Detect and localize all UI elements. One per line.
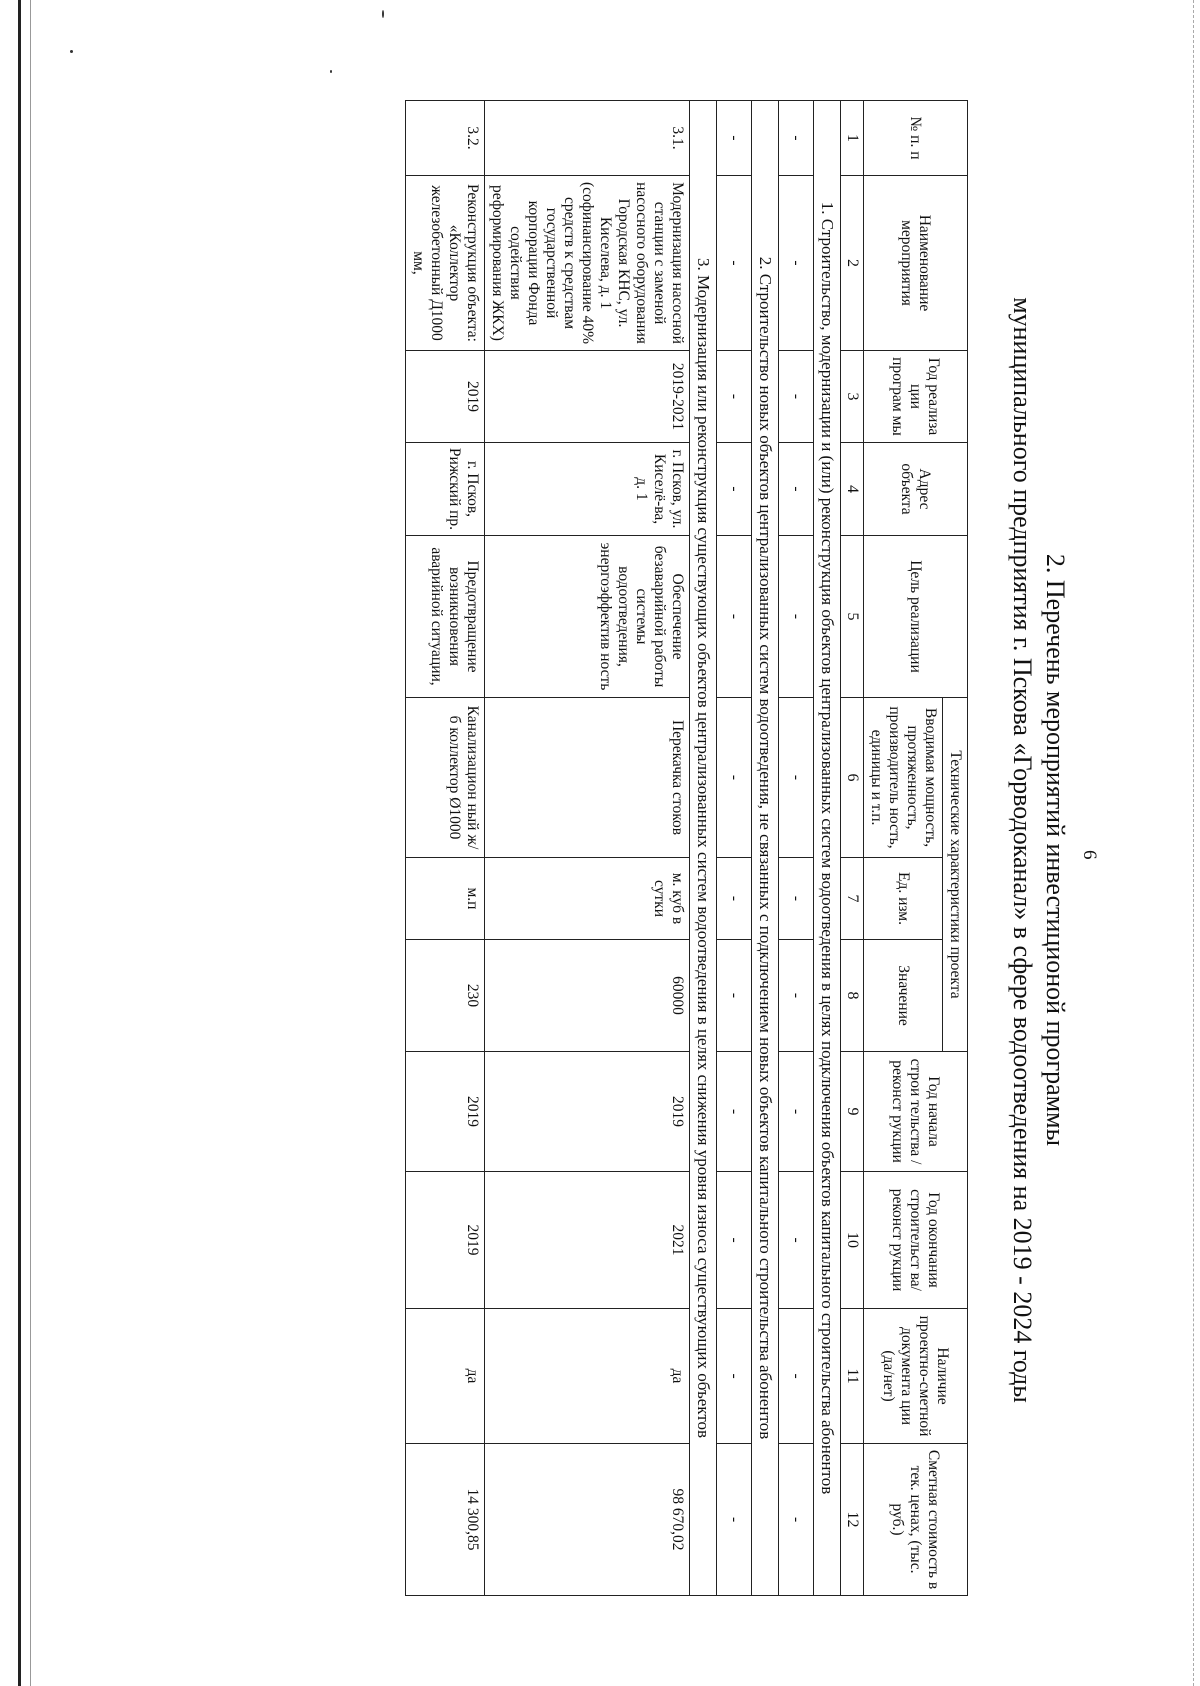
- header-name: Наименование мероприятия: [864, 176, 968, 351]
- section-3-row: [690, 101, 717, 1596]
- row-unit: м. куб в сутки: [485, 858, 690, 940]
- row-value: 60000: [485, 940, 690, 1052]
- dash-cell: -: [717, 1309, 752, 1444]
- dash-cell: -: [779, 1444, 814, 1596]
- section-2-row: [752, 101, 779, 1596]
- col-number: 10: [841, 1172, 864, 1309]
- title-line-2: муниципального предприятия г. Пскова «Горводоканал» в сфере водоотведения на 2019 - 2024 годы: [1008, 297, 1037, 1403]
- row-capacity: Канализацион ный ж/б коллектор Ø1000: [406, 698, 485, 858]
- row-start: 2019: [406, 1052, 485, 1172]
- dash-cell: -: [779, 176, 814, 351]
- row-goal: Обеспечение безаварийной работы системы водоотведения, энергоэффектив ность: [485, 536, 690, 698]
- row-end: 2019: [406, 1172, 485, 1309]
- dash-cell: -: [779, 698, 814, 858]
- col-number: 1: [841, 101, 864, 176]
- row-number: 3.2.: [406, 101, 485, 176]
- title-line-1: 2. Перечень мероприятий инвестиционой программы: [1041, 553, 1070, 1147]
- section-2-heading: 2. Строительство новых объектов централизованных систем водоотведения, не связанных с подключением новых объектов капитального строительства абонентов: [752, 101, 779, 1596]
- dash-cell: -: [779, 858, 814, 940]
- dash-cell: -: [717, 101, 752, 176]
- col-number: 5: [841, 536, 864, 698]
- col-number: 9: [841, 1052, 864, 1172]
- row-goal: Предотвращение возникновения аварийной ситуации,: [406, 536, 485, 698]
- col-number: 6: [841, 698, 864, 858]
- section-1-heading: 1. Строительство, модернизации и (или) реконструкция объектов централизованных систем водоотведения в целях подключения объектов капитального строительства абонентов: [814, 101, 841, 1596]
- table-row: [406, 101, 485, 1596]
- dash-cell: -: [779, 1309, 814, 1444]
- dash-cell: -: [717, 698, 752, 858]
- dash-cell: -: [779, 443, 814, 536]
- col-number: 11: [841, 1309, 864, 1444]
- row-address: г. Псков, Рижский пр.: [406, 443, 485, 536]
- row-docs: да: [485, 1309, 690, 1444]
- dash-cell: -: [779, 536, 814, 698]
- row-year: 2019-2021: [485, 351, 690, 443]
- dash-cell: -: [779, 1052, 814, 1172]
- dash-cell: -: [779, 351, 814, 443]
- page-number: 6: [1079, 850, 1100, 860]
- col-number: 7: [841, 858, 864, 940]
- dash-cell: -: [717, 1052, 752, 1172]
- dash-cell: -: [717, 940, 752, 1052]
- header-end: Год окончания строительст ва/реконст рукции: [864, 1172, 968, 1309]
- col-number: 12: [841, 1444, 864, 1596]
- row-end: 2021: [485, 1172, 690, 1309]
- header-unit: Ед. изм.: [864, 858, 943, 940]
- dash-cell: -: [717, 536, 752, 698]
- row-number: 3.1.: [485, 101, 690, 176]
- dash-cell: -: [779, 101, 814, 176]
- row-cost: 98 670,02: [485, 1444, 690, 1596]
- row-docs: да: [406, 1309, 485, 1444]
- header-address: Адрес объекта: [864, 443, 968, 536]
- row-cost: 14 300,85: [406, 1444, 485, 1596]
- row-value: 230: [406, 940, 485, 1052]
- section-1-row: [814, 101, 841, 1596]
- table-row: [485, 101, 690, 1596]
- dash-cell: -: [779, 940, 814, 1052]
- col-number: 8: [841, 940, 864, 1052]
- empty-row: [779, 101, 814, 1596]
- header-start: Год начала строи тельства /реконст рукции: [864, 1052, 968, 1172]
- page-title: [1006, 150, 1072, 1550]
- dash-cell: -: [717, 1444, 752, 1596]
- empty-row: [717, 101, 752, 1596]
- header-capacity: Вводимая мощность, протяженность, производитель ность, единицы и т.п.: [864, 698, 943, 858]
- row-capacity: Перекачка стоков: [485, 698, 690, 858]
- row-unit: м.п: [406, 858, 485, 940]
- header-cost: Сметная стоимость в тек. ценах, (тыс. руб.): [864, 1444, 968, 1596]
- col-number: 3: [841, 351, 864, 443]
- header-value: Значение: [864, 940, 943, 1052]
- header-tech-group: Технические характеристики проекта: [943, 698, 968, 1052]
- row-start: 2019: [485, 1052, 690, 1172]
- header-row: [943, 101, 968, 1596]
- row-year: 2019: [406, 351, 485, 443]
- header-docs: Наличие проектно-сметной документа ции (да/нет): [864, 1309, 968, 1444]
- row-name: Модернизация насосной станции с заменой насосного оборудования Городская КНС, ул. Киселева, д. 1 (софинансирование 40% средств к средствам государственной корпорации Фонда содействия реформирования ЖКХ): [485, 176, 690, 351]
- investment-table: [405, 100, 968, 1596]
- dash-cell: -: [717, 1172, 752, 1309]
- header-year: Год реализа ции програм мы: [864, 351, 968, 443]
- row-address: г. Псков, ул. Киселё-ва, д. 1: [485, 443, 690, 536]
- col-number: 4: [841, 443, 864, 536]
- section-3-heading: 3. Модернизация или реконструкция существующих объектов централизованных систем водоотведения в целях снижения уровня износа существующих объектов: [690, 101, 717, 1596]
- dash-cell: -: [717, 176, 752, 351]
- dash-cell: -: [717, 858, 752, 940]
- row-name: Реконструкция объекта: «Коллектор железобетонный Д1000 мм,: [406, 176, 485, 351]
- header-goal: Цель реализации: [864, 536, 968, 698]
- dash-cell: -: [779, 1172, 814, 1309]
- header-num: № п. п: [864, 101, 968, 176]
- column-number-row: [841, 101, 864, 1596]
- col-number: 2: [841, 176, 864, 351]
- dash-cell: -: [717, 443, 752, 536]
- dash-cell: -: [717, 351, 752, 443]
